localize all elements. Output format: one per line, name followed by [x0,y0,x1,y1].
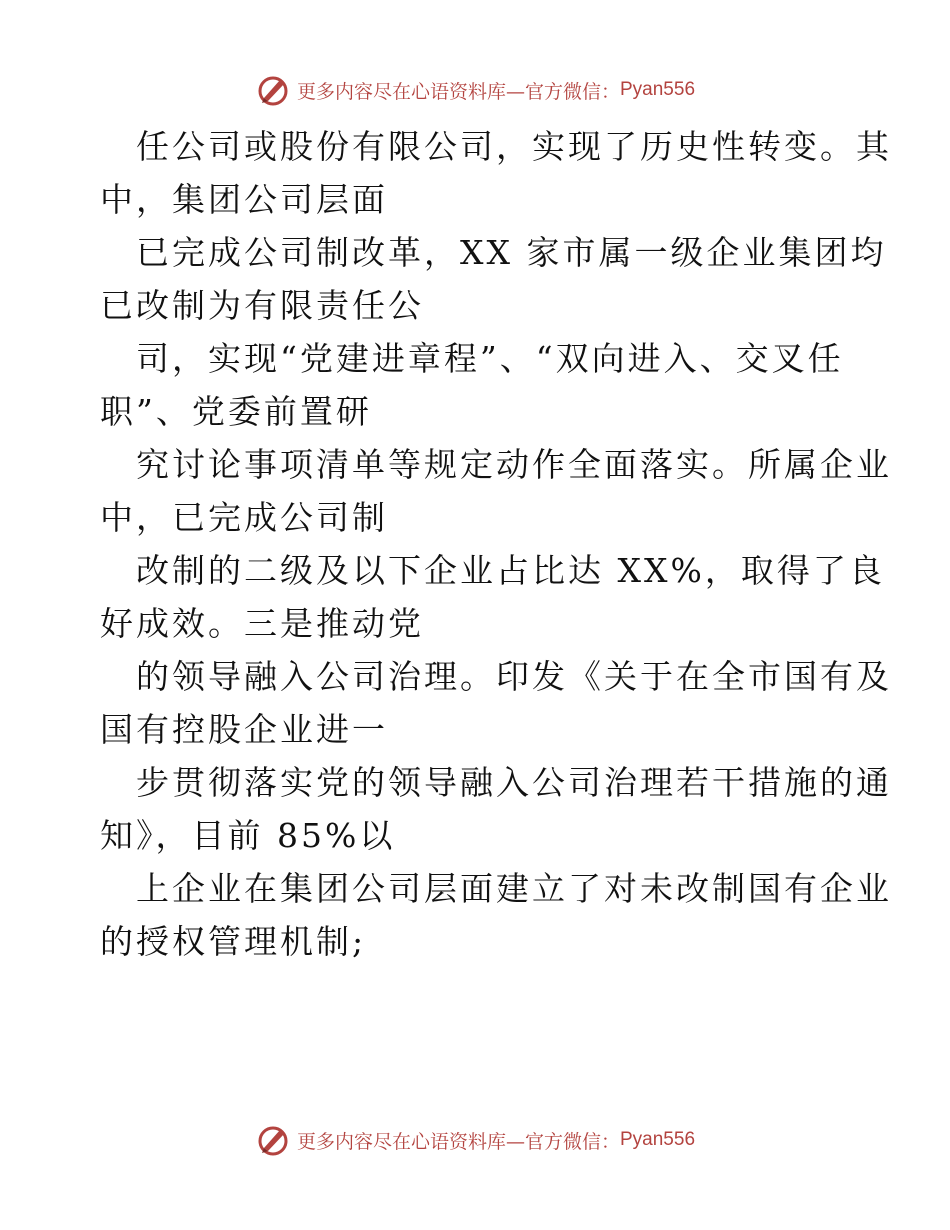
header-watermark [0,70,950,110]
watermark-text: 更多内容尽在心语资料库—官方微信： [296,80,620,103]
paragraph [100,862,892,968]
paragraph [100,226,887,332]
watermark-wechat-id: Pyan556 [620,79,696,100]
paragraph-line-1: 的领导融入公司治理。印发《关于在全市国有及 [136,657,892,696]
paragraph [100,756,892,862]
paragraph-line-1: 已完成公司制改革，XX 家市属一级企业集团均 [136,233,887,272]
paragraph [100,650,892,756]
paragraph-line-1: 步贯彻落实党的领导融入公司治理若干措施的通 [136,763,892,802]
pen-logo-icon [255,1122,291,1158]
footer-watermark [0,1120,950,1160]
document-body [100,120,892,968]
paragraph [100,332,860,438]
paragraph [100,438,892,544]
paragraph-line-2: 中，集团公司层面 [100,180,388,219]
watermark-wechat-id: Pyan556 [620,1129,696,1150]
paragraph-line-2: 职”、党委前置研 [100,392,372,431]
paragraph-line-2: 知》，目前 85%以 [100,816,396,855]
paragraph-line-1: 改制的二级及以下企业占比达 XX%，取得了良 [136,551,885,590]
paragraph [100,120,892,226]
paragraph-line-1: 司，实现“党建进章程”、“双向进入、交叉任 [136,339,844,378]
paragraph-line-2: 的授权管理机制; [100,922,367,961]
paragraph-line-2: 中，已完成公司制 [100,498,388,537]
paragraph-line-2: 已改制为有限责任公 [100,286,424,325]
paragraph [100,544,885,650]
paragraph-line-2: 国有控股企业进一 [100,710,388,749]
watermark-text: 更多内容尽在心语资料库—官方微信： [296,1130,620,1153]
pen-logo-icon [255,72,291,108]
paragraph-line-1: 任公司或股份有限公司，实现了历史性转变。其 [136,127,892,166]
paragraph-line-1: 究讨论事项清单等规定动作全面落实。所属企业 [136,445,892,484]
paragraph-line-1: 上企业在集团公司层面建立了对未改制国有企业 [136,869,892,908]
paragraph-line-2: 好成效。三是推动党 [100,604,424,643]
